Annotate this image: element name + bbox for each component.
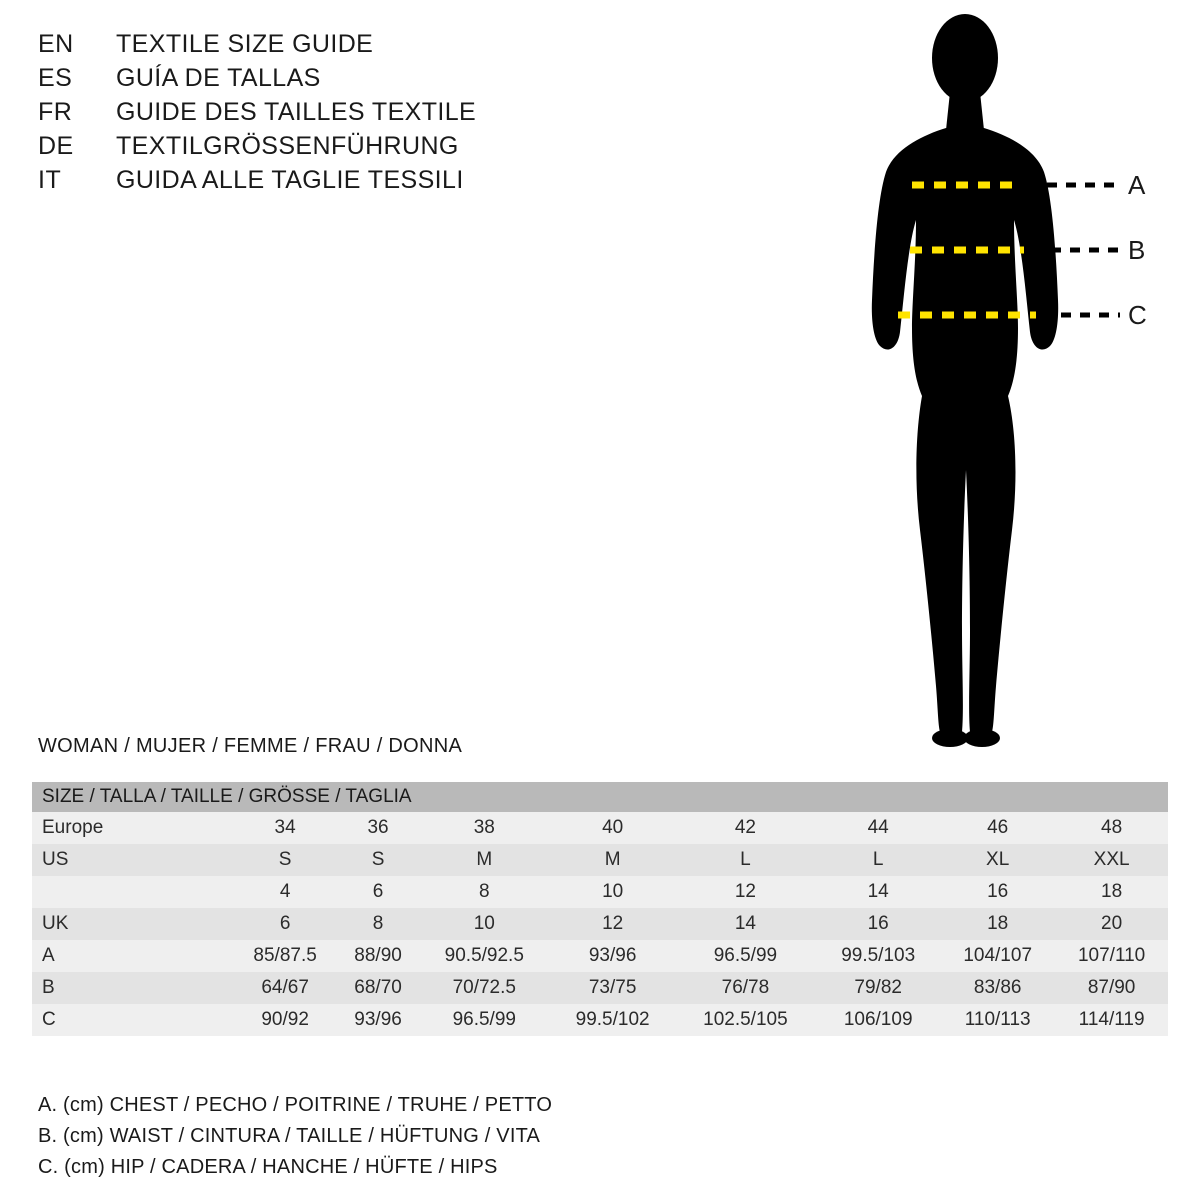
language-row [38,30,658,64]
legend-line-c: C. (cm) HIP / CADERA / HANCHE / HÜFTE / HIPS [38,1156,498,1178]
table-cell: 93/96 [354,1009,402,1030]
language-title: GUIDE DES TAILLES TEXTILE [116,98,477,126]
table-cell: M [604,849,621,870]
table-cell: 76/78 [721,977,770,998]
table-cell: 64/67 [261,977,309,998]
table-cell: 90/92 [261,1009,309,1030]
size-chart-table [32,782,1168,1036]
legend-line-b: B. (cm) WAIST / CINTURA / TAILLE / HÜFTUNG / VITA [38,1125,541,1147]
language-row [38,132,658,166]
table-row [32,940,1168,972]
table-cell: 90.5/92.5 [444,945,524,966]
table-cell: 14 [867,881,889,902]
table-cell: 96.5/99 [713,945,778,966]
table-cell: 40 [602,817,624,838]
table-section-title: WOMAN / MUJER / FEMME / FRAU / DONNA [38,735,463,757]
table-cell: 87/90 [1087,977,1136,998]
table-cell: 42 [734,817,756,838]
table-cell: 68/70 [354,977,402,998]
table-cell: 12 [602,913,624,934]
body-measurement-figure [770,10,1190,770]
table-cell: 70/72.5 [452,977,516,998]
table-cell: XL [986,849,1010,870]
language-title-block [38,30,658,200]
language-row [38,166,658,200]
table-cell: 12 [734,881,756,902]
table-cell: 18 [987,913,1009,934]
marker-label-a: A [1128,170,1146,200]
row-label: US [42,849,69,870]
table-cell: 106/109 [843,1009,913,1030]
table-cell: 36 [367,817,389,838]
language-title: TEXTILGRÖSSENFÜHRUNG [116,132,459,160]
table-cell: S [278,849,292,870]
row-label: Europe [42,817,104,838]
table-cell: 8 [478,881,490,902]
table-cell: 10 [473,913,495,934]
table-cell: M [476,849,493,870]
table-row [32,812,1168,844]
language-row [38,98,658,132]
table-cell: 93/96 [588,945,637,966]
female-silhouette-icon [770,10,1190,770]
table-cell: 99.5/102 [575,1009,650,1030]
table-cell: 114/119 [1078,1009,1145,1030]
table-cell: 102.5/105 [703,1009,788,1030]
language-title: GUÍA DE TALLAS [116,64,321,92]
table-cell: 110/113 [964,1009,1031,1030]
table-cell: 79/82 [854,977,902,998]
table-cell: 44 [867,817,889,838]
table-cell: 6 [372,881,384,902]
language-code: EN [38,30,74,58]
table-cell: 38 [473,817,495,838]
row-label: C [42,1009,56,1030]
table-cell: 85/87.5 [253,945,317,966]
table-cell: L [872,849,884,870]
table-cell: 96.5/99 [452,1009,516,1030]
row-label: A [42,945,55,966]
table-row [32,844,1168,876]
table-cell: 20 [1101,913,1123,934]
table-cell: 16 [867,913,889,934]
table-row [32,876,1168,908]
language-code: IT [38,166,62,194]
legend-line-a: A. (cm) CHEST / PECHO / POITRINE / TRUHE / PETTO [38,1094,553,1116]
table-cell: 88/90 [354,945,402,966]
table-cell: 6 [279,913,291,934]
table-cell: 83/86 [973,977,1022,998]
table-row [32,972,1168,1004]
table-cell: 73/75 [588,977,637,998]
table-cell: 14 [734,913,756,934]
marker-label-c: C [1128,300,1147,330]
language-title: TEXTILE SIZE GUIDE [116,30,374,58]
table-header-row [32,782,1168,812]
table-cell: XXL [1093,849,1130,870]
table-cell: 34 [274,817,296,838]
row-label: UK [42,913,69,934]
table-cell: 18 [1101,881,1123,902]
table-header-label: SIZE / TALLA / TAILLE / GRÖSSE / TAGLIA [32,782,1168,812]
language-code: ES [38,64,73,92]
table-cell: 10 [602,881,624,902]
table-cell: 8 [372,913,384,934]
table-cell: 4 [279,881,291,902]
table-row [32,908,1168,940]
table-cell: 46 [987,817,1009,838]
table-cell: 16 [987,881,1009,902]
table-cell: 107/110 [1077,945,1146,966]
marker-label-b: B [1128,235,1146,265]
table-cell: 48 [1101,817,1123,838]
table-cell: 104/107 [963,945,1033,966]
measurement-legend [38,1090,838,1183]
language-code: DE [38,132,74,160]
table-cell: S [371,849,385,870]
language-code: FR [38,98,73,126]
language-title: GUIDA ALLE TAGLIE TESSILI [116,166,464,194]
language-row [38,64,658,98]
row-label: B [42,977,55,998]
table-cell: 99.5/103 [841,945,916,966]
table-cell: L [740,849,751,870]
table-row [32,1004,1168,1036]
row-label [32,876,232,908]
